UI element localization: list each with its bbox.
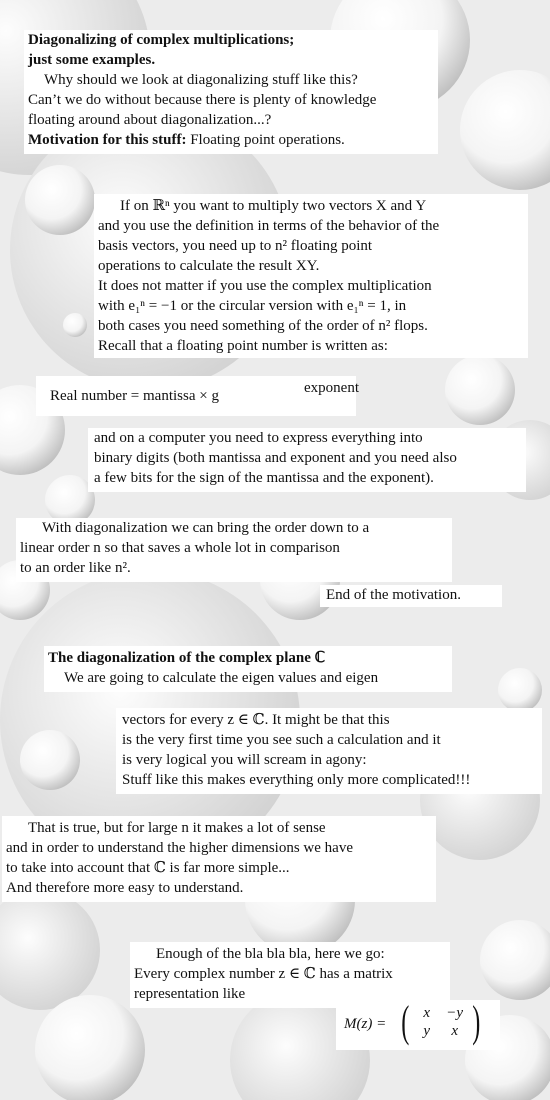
para-line: operations to calculate the result XY. xyxy=(98,258,320,274)
motivation-label: Motivation for this stuff: xyxy=(28,132,187,148)
para-line: and on a computer you need to express everything into xyxy=(94,430,423,446)
para-line: is the very first time you see such a calculation and it xyxy=(122,732,441,748)
large-n-paragraph xyxy=(2,816,436,902)
title-line-2: just some examples. xyxy=(28,52,156,68)
para-line: linear order n so that saves a whole lot in comparison xyxy=(20,540,340,556)
para-line: That is true, but for large n it makes a lot of sense xyxy=(28,820,326,836)
section-title: The diagonalization of the complex plane ℂ xyxy=(48,650,326,666)
floating-point-formula xyxy=(36,376,359,416)
matrix-representation xyxy=(336,997,500,1050)
intro-block xyxy=(24,30,438,154)
para-line: Every complex number z ∈ ℂ has a matrix xyxy=(134,966,393,982)
matrix-label: M(z) = xyxy=(344,1016,387,1032)
para-line: vectors for every z ∈ ℂ. It might be that this xyxy=(122,712,390,728)
para-line: basis vectors, you need up to n² floating point xyxy=(98,238,373,254)
title-line-1: Diagonalizing of complex multiplications; xyxy=(28,32,295,48)
para-line: to take into account that ℂ is far more simple... xyxy=(6,860,290,876)
para-line: both cases you need something of the order of n² flops. xyxy=(98,318,428,334)
para-line: With diagonalization we can bring the order down to a xyxy=(42,520,370,536)
formula-text: Real number = mantissa × g xyxy=(50,388,219,404)
para-line: representation like xyxy=(134,986,246,1002)
para-line: Stuff like this makes everything only more complicated!!! xyxy=(122,772,471,788)
end-of-motivation xyxy=(320,585,502,607)
motivation-line xyxy=(28,130,438,150)
matrix-cell: x xyxy=(451,1023,458,1039)
para-line: and you use the definition in terms of the behavior of the xyxy=(98,218,440,234)
matrix-2x2: ( x −y y x ) xyxy=(401,997,481,1046)
intro-line: Why should we look at diagonalizing stuff like this? xyxy=(44,72,358,88)
matrix-cell: y xyxy=(423,1023,430,1039)
section-line: We are going to calculate the eigen values and eigen xyxy=(64,670,379,686)
para-line: Enough of the bla bla bla, here we go: xyxy=(156,946,385,962)
para-line: and in order to understand the higher dimensions we have xyxy=(6,840,353,856)
para-line: If on ℝⁿ you want to multiply two vectors X and Y xyxy=(120,198,427,214)
motivation-text: Floating point operations. xyxy=(190,132,345,148)
intro-line: floating around about diagonalization...? xyxy=(28,112,272,128)
formula-exponent: exponent xyxy=(304,380,359,396)
para-line: with e₁ⁿ = −1 or the circular version with e₁ⁿ = 1, in xyxy=(98,298,407,314)
para-line: binary digits (both mantissa and exponent and you need also xyxy=(94,450,457,466)
binary-paragraph xyxy=(88,428,526,492)
para-line: to an order like n². xyxy=(20,560,131,576)
section-header xyxy=(44,646,452,692)
diagonalization-paragraph xyxy=(16,518,452,582)
intro-line: Can’t we do without because there is plenty of knowledge xyxy=(28,92,377,108)
para-line: It does not matter if you use the complex multiplication xyxy=(98,278,432,294)
matrix-cell: −y xyxy=(446,1005,464,1021)
end-motivation-text: End of the motivation. xyxy=(326,587,461,603)
para-line: a few bits for the sign of the mantissa and the exponent). xyxy=(94,470,434,486)
flops-paragraph xyxy=(94,194,528,358)
para-line: And therefore more easy to understand. xyxy=(6,880,244,896)
agony-paragraph xyxy=(116,708,542,794)
para-line: is very logical you will scream in agony: xyxy=(122,752,367,768)
para-line: Recall that a floating point number is written as: xyxy=(98,338,388,354)
matrix-cell: x xyxy=(423,1005,430,1021)
